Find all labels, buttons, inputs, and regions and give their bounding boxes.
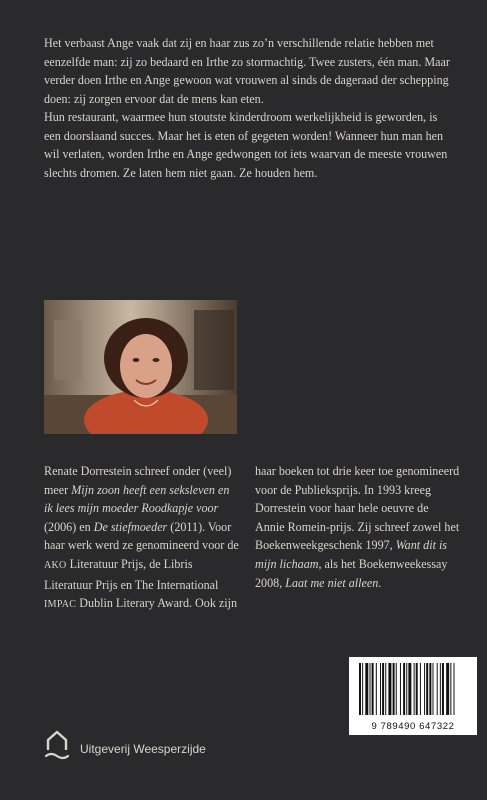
author-bio-column-2 [255,462,460,592]
barcode-bar [396,663,397,715]
blurb-paragraph-2: Hun restaurant, waarmee hun stoutste kinderdroom werkelijkheid is geworden, is een doorslaand succes. Maar het is eten of gegeten worden! Wanneer hun man hen wil verlaten, worden Irthe en Ange gedwongen tot iets waarvan de meeste vrouwen slechts dromen. Ze laten hem niet gaan. Ze houden hem. [44,110,448,180]
barcode-bar [414,663,415,715]
barcode-bar [429,663,431,715]
author-portrait-image [44,300,237,434]
barcode-bar [446,663,449,715]
bio-text: Literatuur Prijs, de Libris Literatuur Prijs en The International [44,556,219,592]
barcode-bar [424,663,425,715]
barcode-bar [442,663,444,715]
bio-text: Renate Dorrestein schreef onder (veel) meer [44,464,232,497]
barcode-bar [433,663,434,715]
barcode-bar [393,663,395,715]
author-photo [44,300,237,434]
barcode-bar [388,663,391,715]
bio-text: . [378,575,382,590]
bio-text: , als het Boekenweekessay 2008, [255,556,448,590]
abbreviation: IMPAC [44,599,77,611]
barcode-bar [440,663,441,715]
barcode-bar [382,663,384,715]
back-cover-blurb [44,34,454,182]
barcode-bar [359,663,361,715]
barcode-bar [362,663,363,715]
book-title: Want dit is mijn lichaam [255,538,448,571]
barcode-bar [408,663,411,715]
barcode-bar [372,663,374,715]
book-title: Mijn zoon heeft een seksleven en ik lees mijn moeder Roodkapje voor [44,482,230,516]
barcode-bar [420,663,421,715]
book-title: Laat me niet alleen [285,575,379,590]
isbn-number: 9 789490 647322 [371,721,455,732]
barcode-bar [400,663,401,715]
barcode-bar [437,663,438,715]
barcode-bar [403,663,405,715]
barcode-bar [380,663,381,715]
barcode-bar [450,663,451,715]
publisher-name: Uitgeverij Weesperzijde [80,742,206,756]
barcode-bar [376,663,377,715]
publisher-logo-icon [44,728,70,762]
barcode-bar [416,663,418,715]
barcode-bar [385,663,386,715]
bio-text: (2011). Voor haar werk werd ze genomineerd voor de [44,519,239,553]
bio-text: (2006) en [44,519,94,534]
barcode-bar [370,663,371,715]
author-bio-column-1 [44,462,239,615]
barcode-bar [426,663,428,715]
barcode-bar [454,663,455,715]
book-title: De stiefmoeder [93,519,168,534]
barcode-bar [365,663,368,715]
barcode-bars [349,657,477,719]
abbreviation: AKO [44,559,67,571]
bio-text: Dublin Literary Award. Ook zijn [76,596,238,611]
isbn-barcode [349,657,477,735]
bio-text: haar boeken tot drie keer toe genomineerd voor de Publieksprijs. In 1993 kreeg Dorrestein voor haar hele oeuvre de Annie Romein-prijs. Zij schreef zowel het Boekenweekgeschenk 1997, [255,464,460,553]
barcode-bar [406,663,407,715]
blurb-paragraph-1: Het verbaast Ange vaak dat zij en haar zus zo’n verschillende relatie hebben met eenzelfde man: zij zo bedaard en Irthe zo stormachtig. Twee zusters, één man. Maar verder doen Irthe en Ange gewoon wat vrouwen al sinds de dageraad der schepping doen: zij zorgen ervoor dat de mens kan eten. [44,36,450,106]
